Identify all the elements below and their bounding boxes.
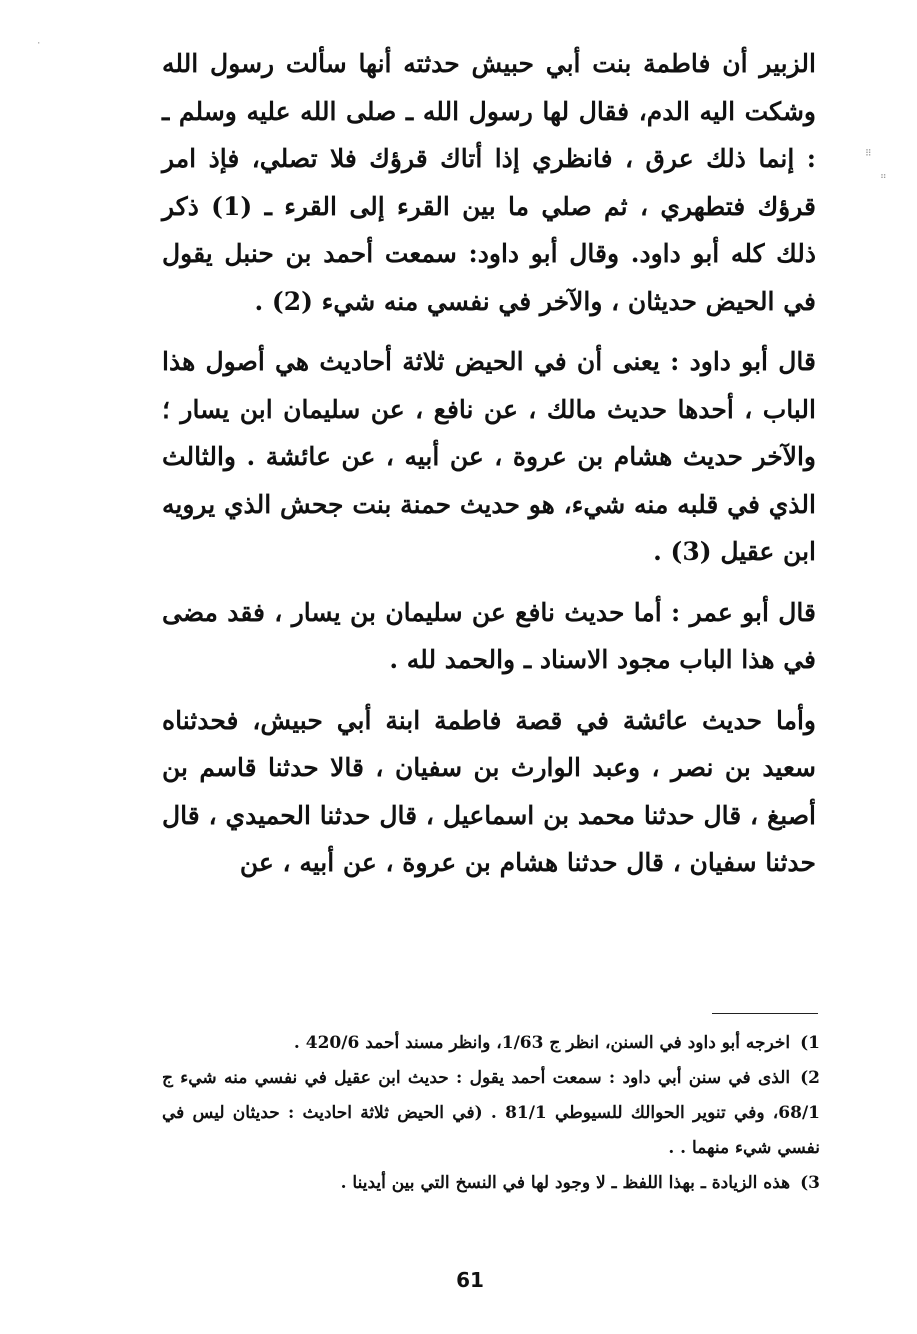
paragraph-2: قال أبو داود : يعنى أن في الحيض ثلاثة أحاديث هي أصول هذا الباب ، أحدها حديث مالك ، عن نافع ، عن سليمان ابن يسار ؛ والآخر حديث هشام بن عروة ، عن أبيه ، عن عائشة . والثالث الذي في قلبه منه شيء، هو حديث حمنة بنت جحش الذي يرويه ابن عقيل (3) .	[162, 347, 816, 566]
footnote-number: 2)	[800, 1068, 820, 1088]
footnote-text: اخرجه أبو داود في السنن، انظر ج 1/63، وانظر مسند أحمد 420/6 .	[293, 1033, 791, 1053]
scan-noise: ⠛	[880, 174, 887, 184]
main-text	[162, 40, 816, 887]
footnote-2	[162, 1061, 820, 1166]
footnote-number: 1)	[800, 1033, 820, 1053]
footnote-text: الذى في سنن أبي داود : سمعت أحمد يقول : حديث ابن عقيل في نفسي منه شيء ج 68/1، وفي تنوير الحوالك للسيوطي 81/1 . (في الحيض ثلاثة احاديث : حديثان ليس في نفسي شيء منهما . .	[162, 1068, 820, 1158]
footnote-text: هذه الزيادة ـ بهذا اللفظ ـ لا وجود لها في النسخ التي بين أيدينا .	[340, 1173, 791, 1193]
scan-noise: ⠿	[865, 149, 872, 159]
footnote-3	[162, 1166, 820, 1201]
footnotes	[162, 1026, 820, 1201]
page-number: 61	[456, 1268, 484, 1292]
paragraph-4: وأما حديث عائشة في قصة فاطمة ابنة أبي حبيش، فحدثناه سعيد بن نصر ، وعبد الوارث بن سفيان ، قالا حدثنا قاسم بن أصبغ ، قال حدثنا محمد بن اسماعيل ، قال حدثنا الحميدي ، قال حدثنا سفيان ، قال حدثنا هشام بن عروة ، عن أبيه ، عن	[162, 705, 816, 877]
scan-noise: ·	[36, 39, 42, 49]
footnote-separator	[712, 1013, 818, 1014]
paragraph-3: قال أبو عمر : أما حديث نافع عن سليمان بن يسار ، فقد مضى في هذا الباب مجود الاسناد ـ والحمد لله .	[162, 597, 816, 674]
footnote-number: 3)	[800, 1173, 820, 1193]
paragraph-1: الزبير أن فاطمة بنت أبي حبيش حدثته أنها سألت رسول الله وشكت اليه الدم، فقال لها رسول الله ـ صلى الله عليه وسلم ـ : إنما ذلك عرق ، فانظري إذا أتاك قرؤك فلا تصلي، فإذ امر قرؤك فتطهري ، ثم صلي ما بين القرء إلى القرء ـ (1) ذكر ذلك كله أبو داود. وقال أبو داود: سمعت أحمد بن حنبل يقول في الحيض حديثان ، والآخر في نفسي منه شيء (2) .	[162, 49, 816, 316]
footnote-1	[162, 1026, 820, 1061]
